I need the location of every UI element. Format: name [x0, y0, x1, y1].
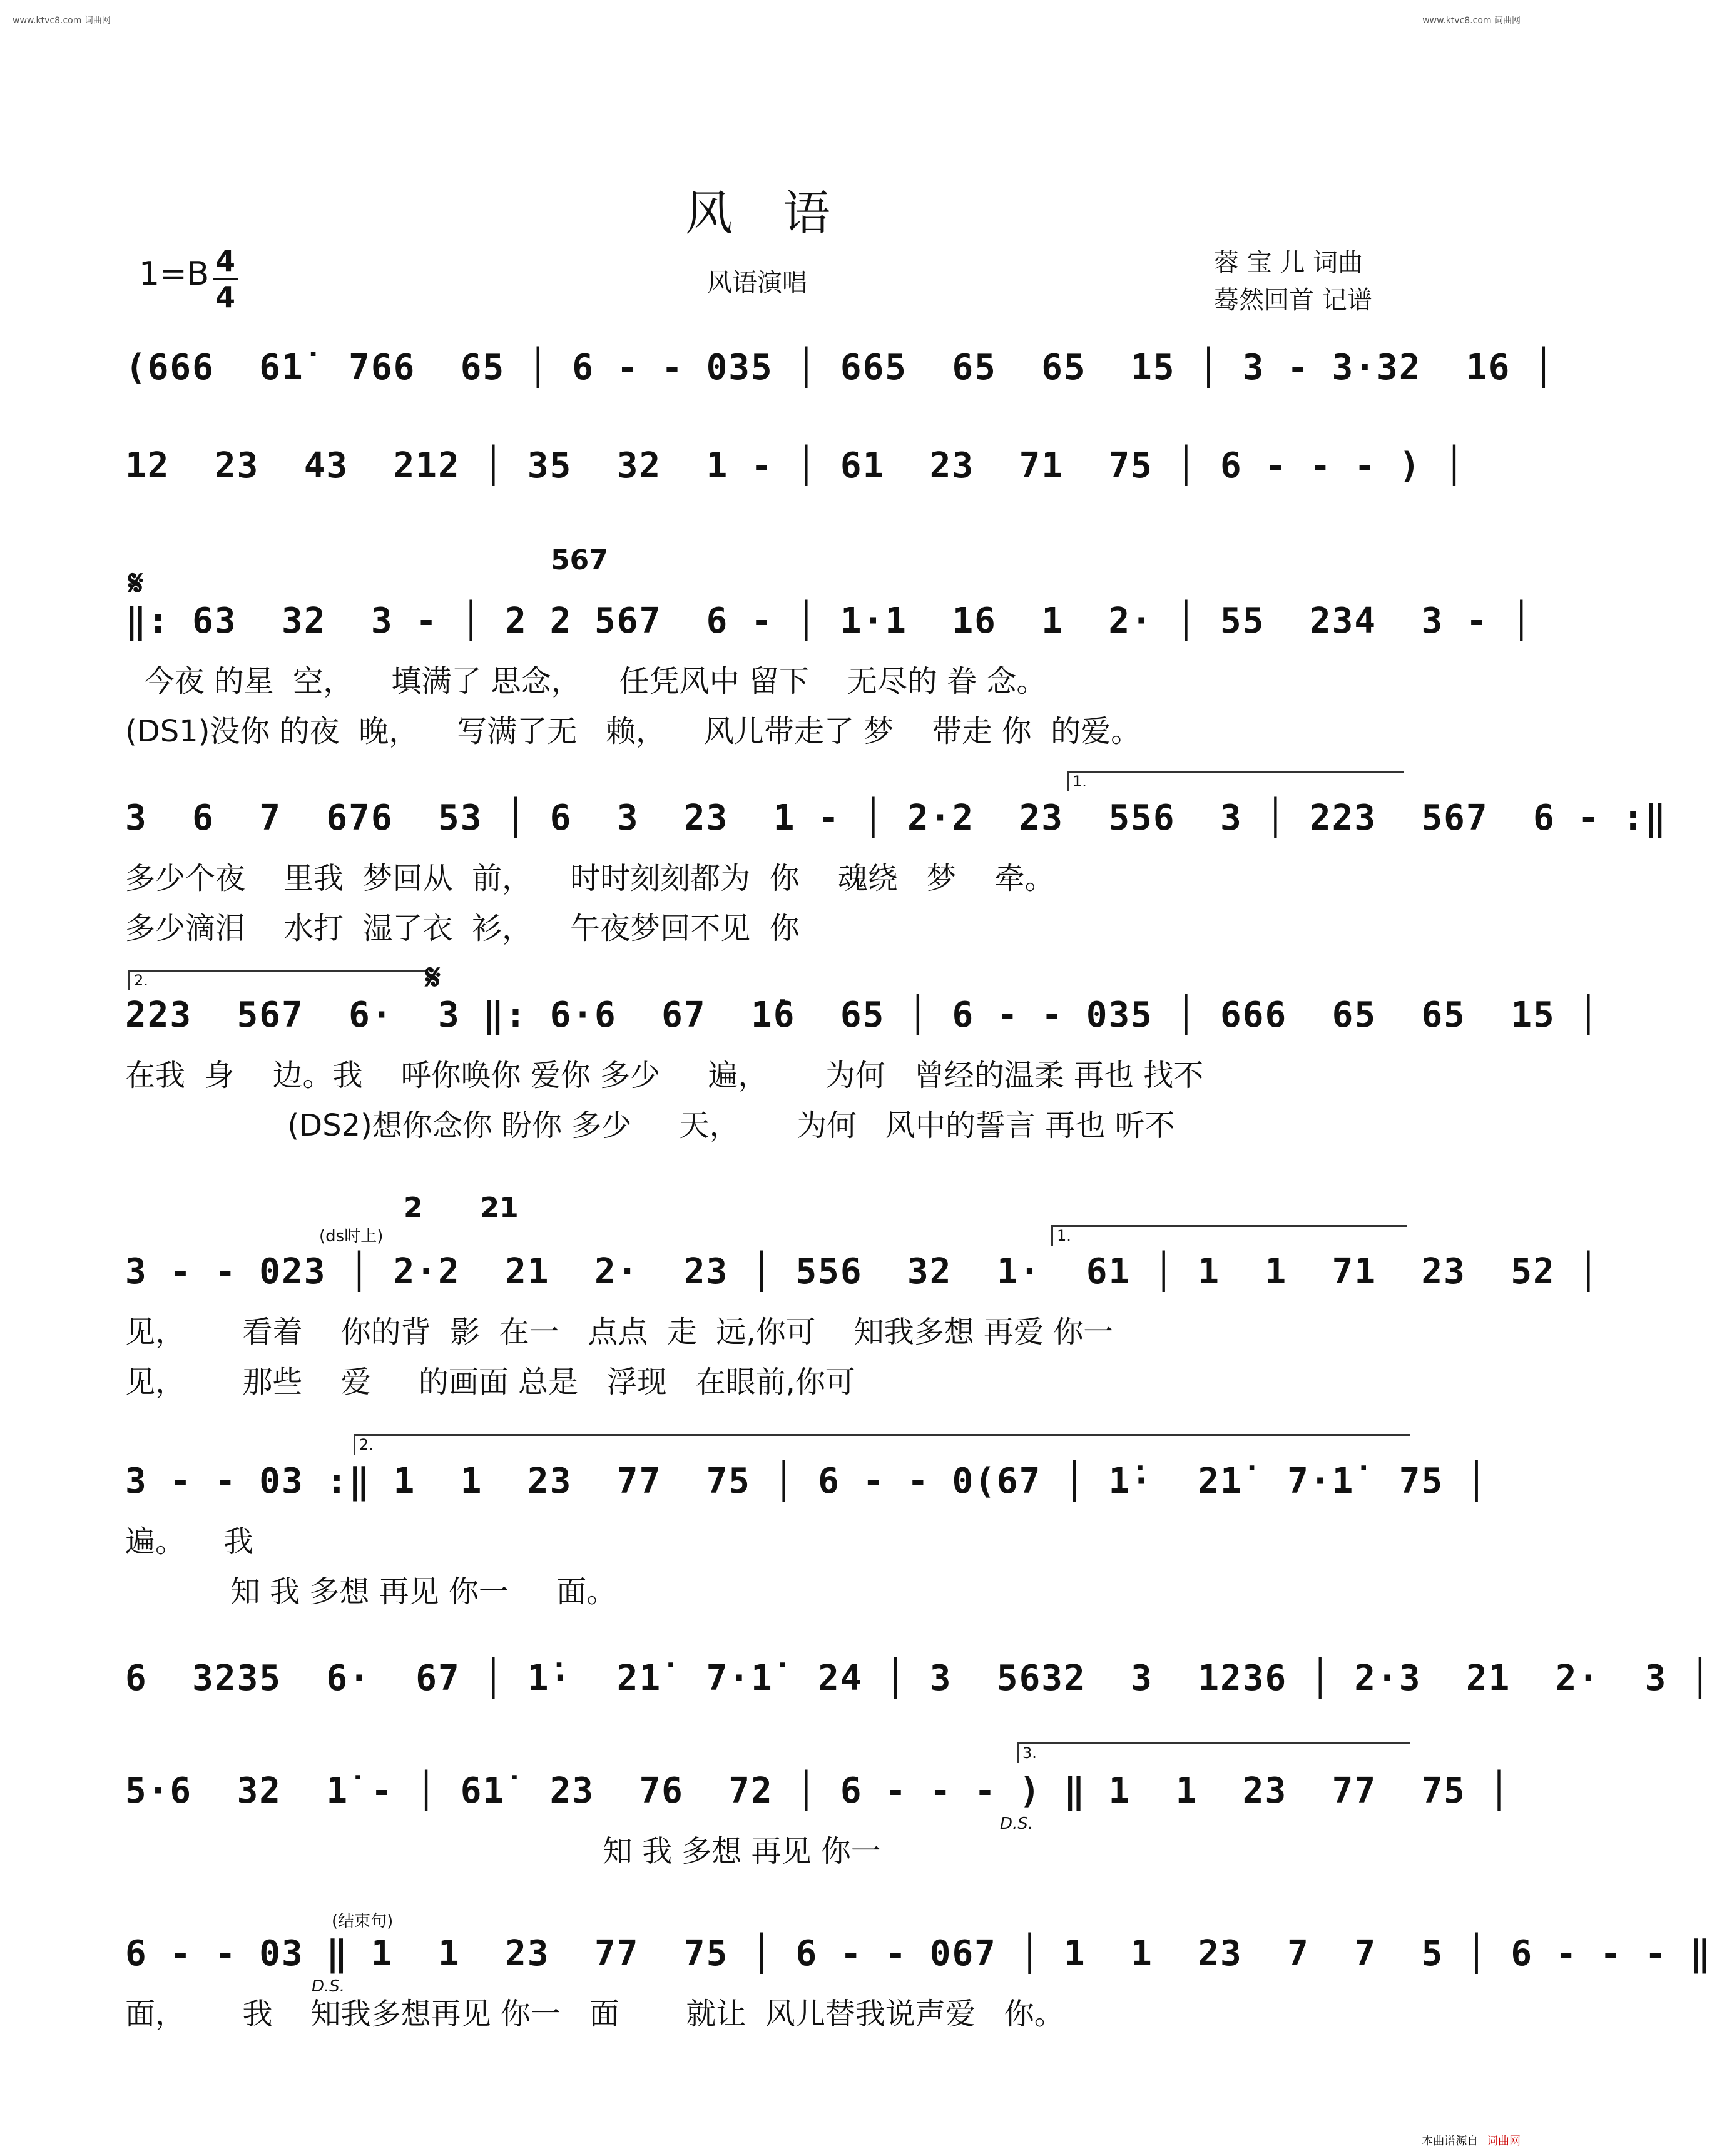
site-watermark-left: www.ktvc8.com 词曲网 [13, 16, 111, 26]
grace-notes: 567 [551, 544, 608, 576]
score-row-3: ‖: 63 32 3 - │ 2 2 567 6 - │ 1·1 16 1 2· │ 55 234 3 - │ [125, 601, 1534, 641]
volta-bracket: 1. [1067, 771, 1404, 791]
score-row-1: (666 61̇ 766 65 │ 6 - - 035 │ 665 65 65 15 │ 3 - 3·32 16 │ [125, 347, 1556, 388]
score-row-4: 3 6 7 676 53 │ 6 3 23 1 - │ 2·2 23 556 3 │ 223 567 6 - :‖ [125, 798, 1668, 838]
score-row-7: 3 - - 03 :‖ 1 1 23 77 75 │ 6 - - 0(67 │ 1̇· 21̇ 7·1̇ 75 │ [125, 1461, 1489, 1502]
ds-note: (ds时上) [319, 1227, 384, 1246]
lyric-row-5b: (DS2)想你念你 盼你 多少 天， 为何 风中的誓言 再也 听不 [125, 1108, 1175, 1143]
lyric-row-3a: 今夜 的星 空， 填满了 思念， 任凭风中 留下 无尽的 眷 念。 [125, 664, 1047, 699]
volta-bracket: 2. [354, 1434, 1410, 1455]
singer-credit: 风语演唱 [707, 268, 807, 297]
volta-bracket: 2. [128, 970, 428, 990]
key-signature: 1=B [139, 255, 210, 293]
score-row-2: 12 23 43 212 │ 35 32 1 - │ 61 23 71 75 │ 6 - - - ) │ [125, 445, 1466, 486]
ending-note: (结束句) [332, 1912, 394, 1931]
lyric-row-7b: 知 我 多想 再见 你一 面。 [125, 1574, 617, 1609]
lyric-music-credit: 蓉 宝 儿 词曲 [1214, 248, 1363, 277]
score-row-6: 3 - - 023 │ 2·2 21 2· 23 │ 556 32 1· 61 │ 1 1 71 23 52 │ [125, 1251, 1601, 1292]
ds-marking: D.S. [312, 1977, 345, 1996]
lyric-row-7a: 遍。 我 [125, 1524, 254, 1559]
time-sig-top: 4 [215, 244, 235, 278]
lyric-row-6a: 见， 看着 你的背 影 在一 点点 走 远,你可 知我多想 再爱 你一 [125, 1314, 1114, 1350]
site-watermark-right: www.ktvc8.com 词曲网 [1422, 16, 1521, 26]
ds-marking: D.S. [1000, 1814, 1034, 1833]
lyric-row-6b: 见， 那些 爱 的画面 总是 浮现 在眼前,你可 [125, 1365, 855, 1400]
lyric-row-3b: (DS1)没你 的夜 晚， 写满了无 赖， 风儿带走了 梦 带走 你 的爱。 [125, 714, 1141, 749]
segno-sign: 𝄋 [128, 563, 144, 604]
lyric-row-4b: 多少滴泪 水打 湿了衣 衫， 午夜梦回不见 你 [125, 911, 800, 946]
lyric-row-9a: 知 我 多想 再见 你一 [125, 1834, 881, 1869]
score-row-9: 5·6 32 1̇ - │ 61̇ 23 76 72 │ 6 - - - ) ‖ 1 1 23 77 75 │ [125, 1771, 1511, 1811]
footer-left: 本曲谱源自 [1422, 2135, 1479, 2148]
time-sig-bottom: 4 [215, 280, 235, 314]
credits [1214, 244, 1372, 319]
song-title: 风 语 [685, 185, 848, 241]
segno-sign: 𝄋 [425, 957, 441, 998]
grace-notes: 2 21 [404, 1192, 519, 1224]
lyric-row-5a: 在我 身 边。我 呼你唤你 爱你 多少 遍， 为何 曾经的温柔 再也 找不 [125, 1058, 1204, 1093]
lyric-row-4a: 多少个夜 里我 梦回从 前， 时时刻刻都为 你 魂绕 梦 牵。 [125, 861, 1055, 896]
score-row-8: 6 3235 6· 67 │ 1̇· 21̇ 7·1̇ 24 │ 3 5632 3 1236 │ 2·3 21 2· 3 │ [125, 1658, 1712, 1699]
volta-bracket: 3. [1017, 1742, 1410, 1763]
score-row-10: 6 - - 03 ‖ 1 1 23 77 75 │ 6 - - 067 │ 1 1 23 7 7 5 │ 6 - - - ‖ [125, 1933, 1712, 1974]
score-row-5: 223 567 6· 3 ‖: 6·6 67 1̇6 65 │ 6 - - 035 │ 666 65 65 15 │ [125, 995, 1601, 1035]
volta-bracket: 1. [1051, 1225, 1407, 1246]
footer-source [1422, 2132, 1521, 2148]
lyric-row-10a: 面， 我 知我多想再见 你一 面 就让 风儿替我说声爱 你。 [125, 1996, 1064, 2031]
transcriber-credit: 蓦然回首 记谱 [1214, 286, 1372, 315]
footer-right: 词曲网 [1487, 2135, 1521, 2148]
time-signature [213, 245, 238, 313]
